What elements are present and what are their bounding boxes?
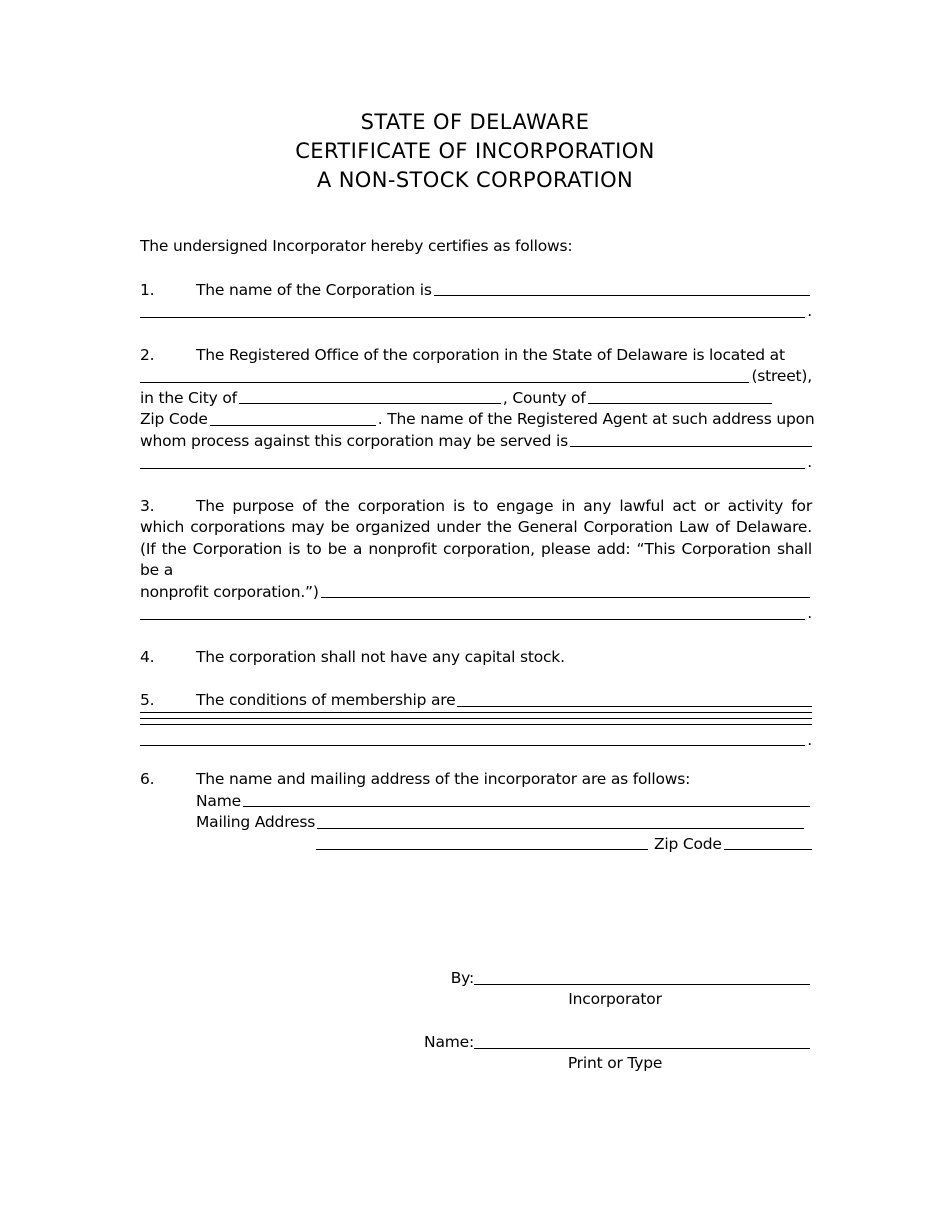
street-label: (street), [751, 367, 812, 385]
document-title [0, 108, 950, 195]
incorporator-zip-label: Zip Code [654, 834, 722, 853]
period: . [807, 730, 812, 749]
agent-text: . The name of the Registered Agent at such address upon [377, 410, 815, 428]
item-number: 5. [140, 691, 155, 709]
item-1 [140, 280, 812, 323]
period: . [807, 604, 812, 622]
item-5 [140, 690, 812, 751]
item-5-text: The conditions of membership are [196, 691, 456, 709]
print-name-field[interactable] [474, 1032, 810, 1049]
city-label: in the City of [140, 388, 237, 407]
zip-field[interactable] [210, 409, 376, 426]
period: . [807, 302, 812, 320]
title-certificate: CERTIFICATE OF INCORPORATION [295, 139, 655, 163]
item-number: 2. [140, 345, 155, 364]
registered-agent-field-line2[interactable] [140, 452, 805, 469]
purpose-field[interactable] [321, 582, 810, 599]
nonprofit-text: nonprofit corporation.”) [140, 582, 319, 601]
incorporator-name-field[interactable] [243, 791, 810, 808]
city-field[interactable] [239, 388, 501, 405]
signature-field[interactable] [474, 968, 810, 985]
by-label: By: [450, 969, 474, 987]
corporation-name-field[interactable] [434, 280, 810, 297]
item-3-text [140, 496, 812, 582]
registered-agent-field[interactable] [570, 431, 812, 448]
item-4-text: The corporation shall not have any capital stock. [196, 647, 565, 666]
county-field[interactable] [588, 388, 772, 405]
print-or-type-caption: Print or Type [567, 1054, 663, 1072]
mailing-address-field[interactable] [317, 812, 804, 829]
item-number: 3. [140, 496, 155, 515]
membership-conditions-field-line2[interactable] [140, 712, 812, 713]
item-3 [140, 496, 812, 625]
item-4 [140, 647, 812, 669]
period: . [807, 453, 812, 471]
form-body [140, 236, 815, 855]
signature-by-row [0, 968, 810, 990]
membership-conditions-field[interactable] [457, 690, 812, 707]
item-number: 4. [140, 647, 155, 666]
served-text: whom process against this corporation may be served is [140, 431, 568, 450]
mailing-address-field-line2[interactable] [316, 834, 648, 851]
signature-name-row [0, 1032, 810, 1054]
zip-label: Zip Code [140, 410, 208, 428]
membership-conditions-field-line4[interactable] [140, 724, 812, 725]
item-6 [140, 769, 812, 855]
item-3-body: The purpose of the corporation is to engage in any lawful act or activity for which corporations may be organized under the General Corporation Law of Delaware. (If the Corporation is to be a nonprofit corporation, please add: “This Corporation shall be a [140, 496, 812, 579]
item-1-text: The name of the Corporation is [196, 280, 432, 299]
incorporator-zip-field[interactable] [724, 834, 812, 851]
title-corporation-type: A NON-STOCK CORPORATION [316, 168, 634, 192]
purpose-field-line2[interactable] [140, 603, 805, 620]
item-6-text: The name and mailing address of the incorporator are as follows: [196, 770, 691, 788]
print-name-label: Name: [424, 1033, 474, 1051]
corporation-name-field-line2[interactable] [140, 301, 805, 318]
incorporator-caption: Incorporator [568, 990, 662, 1008]
county-label: , County of [502, 388, 586, 407]
membership-conditions-field-line5[interactable] [140, 730, 805, 747]
title-state: STATE OF DELAWARE [360, 110, 590, 134]
mailing-address-label: Mailing Address [196, 813, 316, 831]
street-field[interactable] [140, 366, 749, 383]
item-2 [140, 345, 815, 474]
item-number: 1. [140, 280, 155, 299]
membership-conditions-field-line3[interactable] [140, 718, 812, 719]
item-number: 6. [140, 770, 155, 788]
item-2-text: The Registered Office of the corporation in the State of Delaware is located at [196, 345, 785, 364]
intro-text: The undersigned Incorporator hereby certifies as follows: [140, 237, 573, 255]
incorporator-name-label: Name [196, 791, 241, 810]
